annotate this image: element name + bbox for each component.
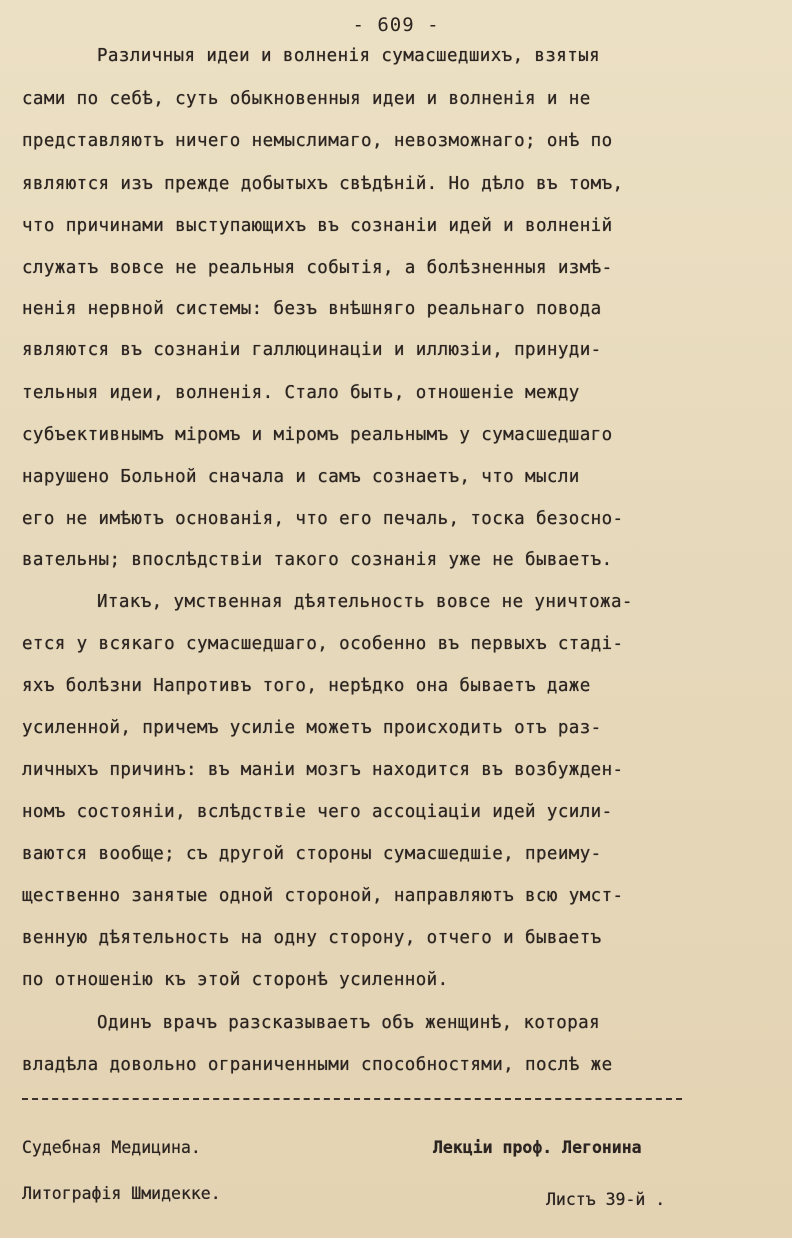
text-line: вательны; впослѣдствіи такого сознанія уже не бываетъ. — [22, 550, 613, 570]
text-line: тельныя идеи, волненія. Стало быть, отношеніе между — [22, 383, 580, 403]
text-line: субъективнымъ міромъ и міромъ реальнымъ у сумасшедшаго — [22, 425, 613, 445]
text-line: владѣла довольно ограниченными способностями, послѣ же — [22, 1055, 613, 1075]
text-line: что причинами выступающихъ въ сознаніи идей и волненій — [22, 216, 613, 236]
text-line: венную дѣятельность на одну сторону, отчего и бываетъ — [22, 928, 602, 948]
text-line: Одинъ врачъ разсказываетъ объ женщинѣ, которая — [97, 1013, 601, 1033]
text-line: сами по себѣ, суть обыкновенныя идеи и волненія и не — [22, 89, 591, 109]
footer-divider — [22, 1098, 682, 1100]
footer-lecturer: Лекціи проф. Легонина — [433, 1138, 642, 1157]
text-line: представляютъ ничего немыслимаго, невозможнаго; онѣ по — [22, 131, 613, 151]
text-line: Различныя идеи и волненія сумасшедшихъ, взятыя — [97, 46, 601, 66]
text-line: личныхъ причинъ: въ маніи мозгъ находится въ возбужден- — [22, 760, 624, 780]
text-line: щественно занятые одной стороной, направляютъ всю умст- — [22, 886, 624, 906]
text-line: ненія нервной системы: безъ внѣшняго реальнаго повода — [22, 299, 602, 319]
text-line: являются въ сознаніи галлюцинаціи и иллюзіи, принуди- — [22, 340, 602, 360]
footer-course-title: Судебная Медицина. — [22, 1138, 201, 1157]
footer-sheet-number: Листъ 39-й . — [546, 1190, 666, 1209]
text-line: ется у всякаго сумасшедшаго, особенно въ первыхъ стадi- — [22, 634, 624, 654]
text-line: Итакъ, умственная дѣятельность вовсе не уничтожа- — [97, 592, 633, 612]
text-line: ваются вообще; съ другой стороны сумасшедшіе, преиму- — [22, 844, 602, 864]
page-number: - 609 - — [352, 14, 440, 36]
text-line: являются изъ прежде добытыхъ свѣдѣній. Но дѣло въ томъ, — [22, 174, 624, 194]
text-line: его не имѣютъ основанія, что его печаль, тоска безосно- — [22, 509, 624, 529]
footer-printer: Литографія Шмидекке. — [22, 1184, 221, 1203]
text-line: по отношенію къ этой сторонѣ усиленной. — [22, 970, 449, 990]
text-line: номъ состояніи, вслѣдствіе чего ассоціаціи идей усили- — [22, 802, 613, 822]
text-line: нарушено Больной сначала и самъ сознаетъ, что мысли — [22, 467, 580, 487]
text-line: яхъ болѣзни Напротивъ того, нерѣдко она бываетъ даже — [22, 676, 591, 696]
text-line: служатъ вовсе не реальныя событія, а болѣзненныя измѣ- — [22, 258, 613, 278]
text-line: усиленной, причемъ усиліе можетъ происходить отъ раз- — [22, 718, 602, 738]
